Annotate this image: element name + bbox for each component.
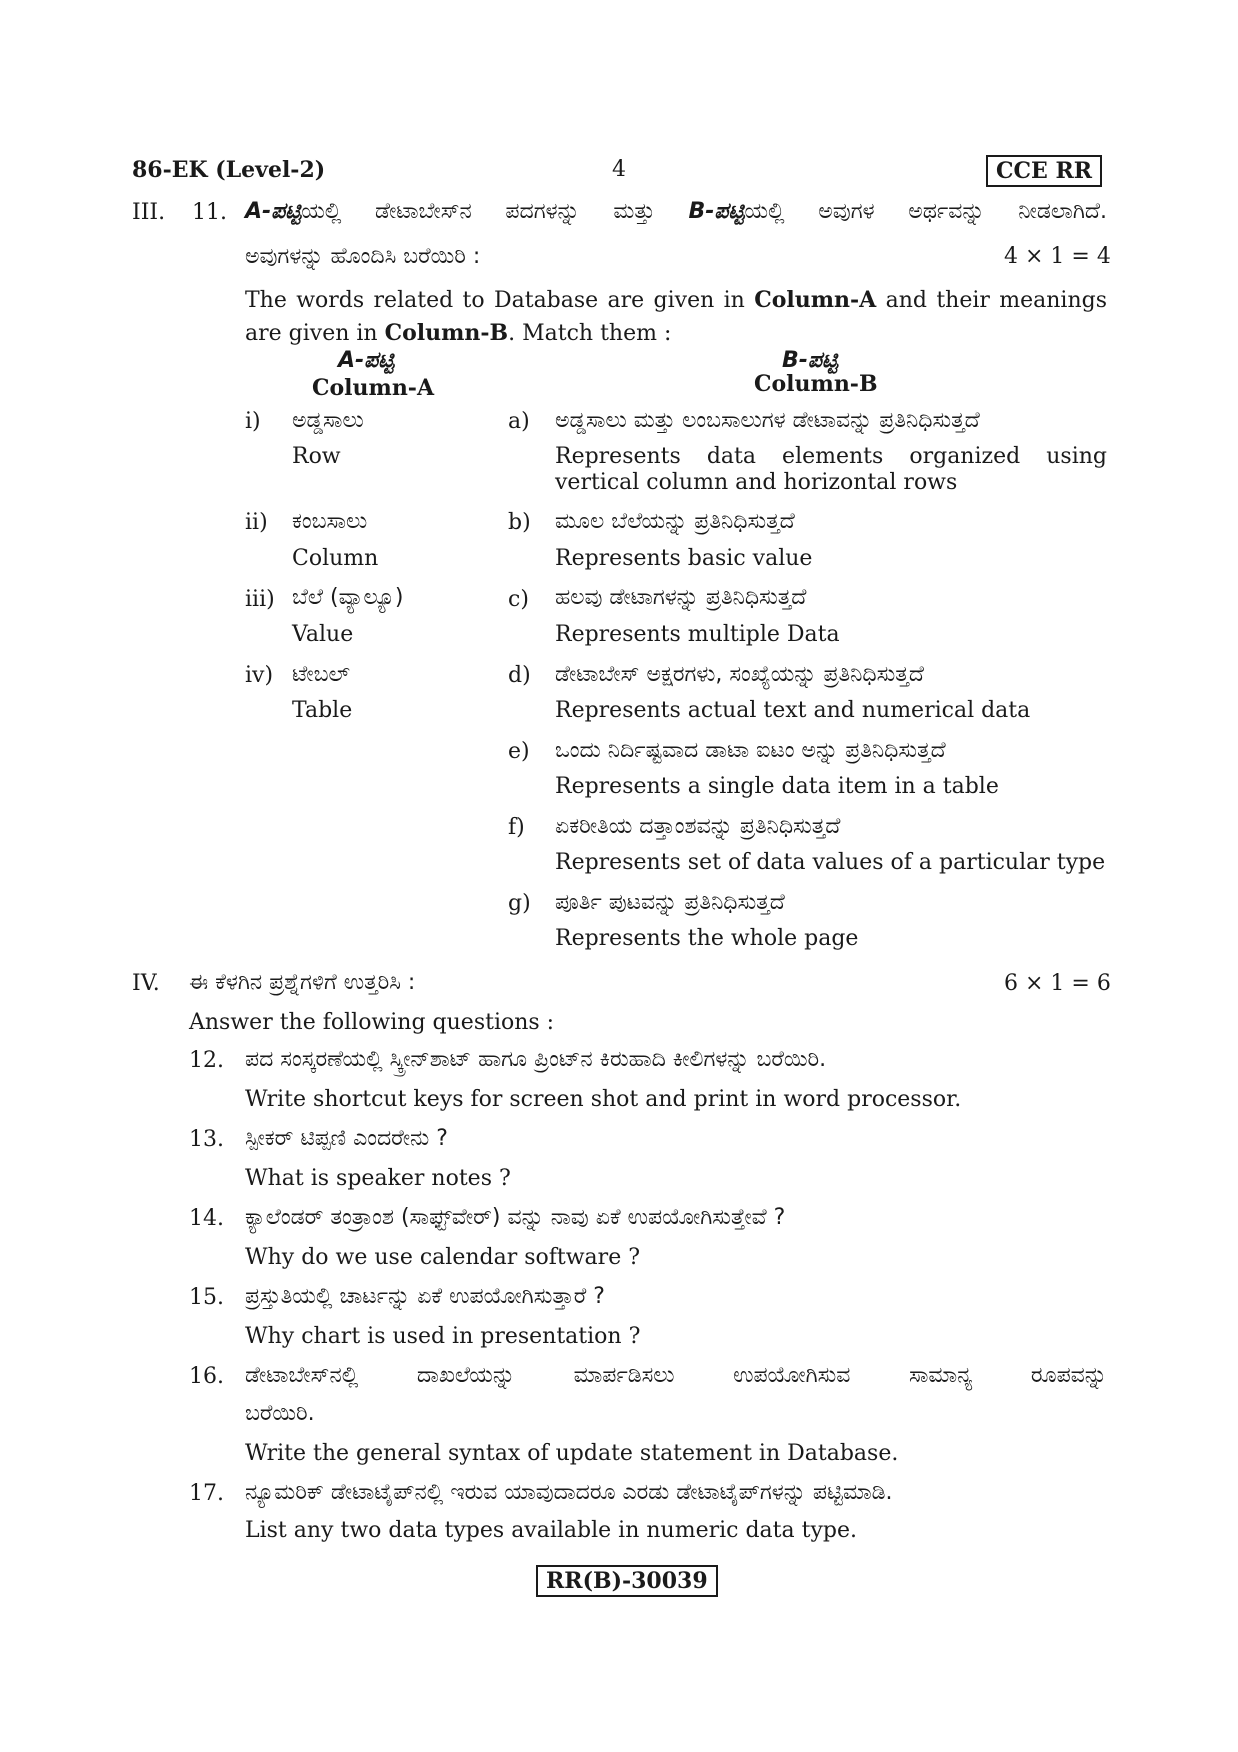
question-number: 12. [189,1048,224,1073]
q11-col-b-ref: B-ಪಟ್ಟಿ [688,199,745,224]
question-kannada: ಪದ ಸಂಸ್ಕರಣೆಯಲ್ಲಿ ಸ್ಕ್ರೀನ್‌ಶಾಟ್ ಹಾಗೂ ಪ್ರಿಂಟ್‌ನ ಕಿರುಹಾದಿ ಕೀಲಿಗಳನ್ನು ಬರೆಯಿರಿ. [245,1047,827,1072]
question-number: 13. [189,1127,224,1152]
col-b-item-english: Represents multiple Data [555,622,840,647]
column-a-heading: Column-A [312,375,435,401]
col-b-item-english: Represents the whole page [555,926,859,951]
col-a-item-num: i) [245,409,261,434]
question-english: Why do we use calendar software ? [245,1245,641,1270]
col-b-item-letter: f) [508,815,525,840]
col-a-item-english: Row [292,444,341,469]
page-number: 4 [612,157,626,182]
col-b-item-letter: d) [508,663,531,688]
q11-number: 11. [192,200,227,225]
col-a-item-kannada: ಟೇಬಲ್ [292,662,350,687]
q11-english-line1: The words related to Database are given in Column-A and their meanings [245,287,1107,313]
col-a-item-english: Table [292,698,353,723]
question-kannada-cont: ಬರೆಯಿರಿ. [245,1401,315,1426]
question-english: Why chart is used in presentation ? [245,1324,641,1349]
col-b-item-english: Represents actual text and numerical data [555,698,1031,723]
col-a-item-num: iii) [245,587,275,612]
paper-code: 86-EK (Level-2) [132,157,326,183]
col-a-item-num: iv) [245,663,274,688]
q11-col-a-ref: A-ಪಟ್ಟಿ [245,199,302,224]
question-number: 17. [189,1481,224,1506]
question-number: 14. [189,1206,224,1231]
col-a-item-num: ii) [245,510,268,535]
col-b-item-kannada: ಹಲವು ಡೇಟಾಗಳನ್ನು ಪ್ರತಿನಿಧಿಸುತ್ತದೆ [555,585,807,610]
q11-kannada-line1: A-ಪಟ್ಟಿಯಲ್ಲಿ ಡೇಟಾಬೇಸ್‌ನ ಪದಗಳನ್ನು ಮತ್ತು B-ಪಟ್ಟಿಯಲ್ಲಿ ಅವುಗಳ ಅರ್ಥವನ್ನು ನೀಡಲಾಗಿದೆ. [245,199,1107,224]
col-b-item-kannada: ಡೇಟಾಬೇಸ್ ಅಕ್ಷರಗಳು, ಸಂಖ್ಯೆಯನ್ನು ಪ್ರತಿನಿಧಿಸುತ್ತದೆ [555,662,924,687]
footer-code: RR(B)-30039 [536,1565,718,1597]
q11-english-line2: are given in Column-B. Match them : [245,320,672,346]
col-b-item-english: Represents set of data values of a particular type [555,850,1106,875]
col-b-item-kannada: ಏಕರೀತಿಯ ದತ್ತಾಂಶವನ್ನು ಪ್ರತಿನಿಧಿಸುತ್ತದೆ [555,814,841,839]
question-english: Write shortcut keys for screen shot and print in word processor. [245,1087,962,1112]
col-b-item-letter: g) [508,891,531,916]
section-3-numeral: III. [132,200,166,225]
q11-kannada-line2: ಅವುಗಳನ್ನು ಹೊಂದಿಸಿ ಬರೆಯಿರಿ : [245,244,481,269]
question-english: Write the general syntax of update statement in Database. [245,1441,899,1466]
section-4-numeral: IV. [132,971,160,996]
question-kannada: ಕ್ಯಾಲೆಂಡರ್ ತಂತ್ರಾಂಶ (ಸಾಫ್ಟ್‌ವೇರ್) ವನ್ನು ನಾವು ಏಕೆ ಉಪಯೋಗಿಸುತ್ತೇವೆ ? [245,1205,786,1230]
col-b-item-english: Represents a single data item in a table [555,774,999,799]
question-kannada: ಸ್ಪೀಕರ್ ಟಿಪ್ಪಣಿ ಎಂದರೇನು ? [245,1126,448,1151]
section-4-english-heading: Answer the following questions : [189,1010,555,1035]
cce-rr-badge: CCE RR [986,155,1102,187]
column-a-kannada-heading: A-ಪಟ್ಟಿ [338,348,395,373]
col-b-item-kannada: ಪೂರ್ತಿ ಪುಟವನ್ನು ಪ್ರತಿನಿಧಿಸುತ್ತದೆ [555,890,785,915]
question-english: List any two data types available in numeric data type. [245,1518,857,1543]
section-4-kannada-heading: ಈ ಕೆಳಗಿನ ಪ್ರಶ್ನೆಗಳಿಗೆ ಉತ್ತರಿಸಿ : [189,970,416,995]
column-b-kannada-heading: B-ಪಟ್ಟಿ [782,348,838,373]
col-a-item-english: Value [292,622,354,647]
col-a-item-kannada: ಬೆಲೆ (ವ್ಯಾಲ್ಯೂ) [292,585,404,610]
q11-marks: 4 × 1 = 4 [1004,244,1111,269]
col-b-item-letter: a) [508,409,530,434]
col-a-item-english: Column [292,546,379,571]
question-number: 16. [189,1364,224,1389]
col-b-item-english: Represents data elements organized using [555,444,1107,469]
col-b-item-kannada: ಒಂದು ನಿರ್ದಿಷ್ಟವಾದ ಡಾಟಾ ಐಟಂ ಅನ್ನು ಪ್ರತಿನಿಧಿಸುತ್ತದೆ [555,738,946,763]
column-b-heading: Column-B [754,371,878,397]
col-a-item-kannada: ಅಡ್ಡಸಾಲು [292,408,364,433]
col-b-item-english-cont: vertical column and horizontal rows [555,470,958,495]
question-kannada: ನ್ಯೂಮರಿಕ್ ಡೇಟಾಟೈಪ್‌ನಲ್ಲಿ ಇರುವ ಯಾವುದಾದರೂ ಎರಡು ಡೇಟಾಟೈಪ್‌ಗಳನ್ನು ಪಟ್ಟಿಮಾಡಿ. [245,1480,893,1505]
col-b-item-kannada: ಮೂಲ ಬೆಲೆಯನ್ನು ಪ್ರತಿನಿಧಿಸುತ್ತದೆ [555,509,795,534]
col-b-item-letter: c) [508,587,529,612]
question-kannada: ಪ್ರಸ್ತುತಿಯಲ್ಲಿ ಚಾರ್ಟನ್ನು ಏಕೆ ಉಪಯೋಗಿಸುತ್ತಾರೆ ? [245,1284,605,1309]
col-b-item-letter: b) [508,510,531,535]
question-english: What is speaker notes ? [245,1166,511,1191]
col-b-item-english: Represents basic value [555,546,813,571]
col-a-item-kannada: ಕಂಬಸಾಲು [292,509,368,534]
col-b-item-letter: e) [508,739,530,764]
question-kannada: ಡೇಟಾಬೇಸ್‌ನಲ್ಲಿ ದಾಖಲೆಯನ್ನು ಮಾರ್ಪಡಿಸಲು ಉಪಯೋಗಿಸುವ ಸಾಮಾನ್ಯ ರೂಪವನ್ನು [245,1363,1107,1388]
section-4-marks: 6 × 1 = 6 [1004,971,1111,996]
col-b-item-kannada: ಅಡ್ಡಸಾಲು ಮತ್ತು ಲಂಬಸಾಲುಗಳ ಡೇಟಾವನ್ನು ಪ್ರತಿನಿಧಿಸುತ್ತದೆ [555,408,980,433]
question-number: 15. [189,1285,224,1310]
